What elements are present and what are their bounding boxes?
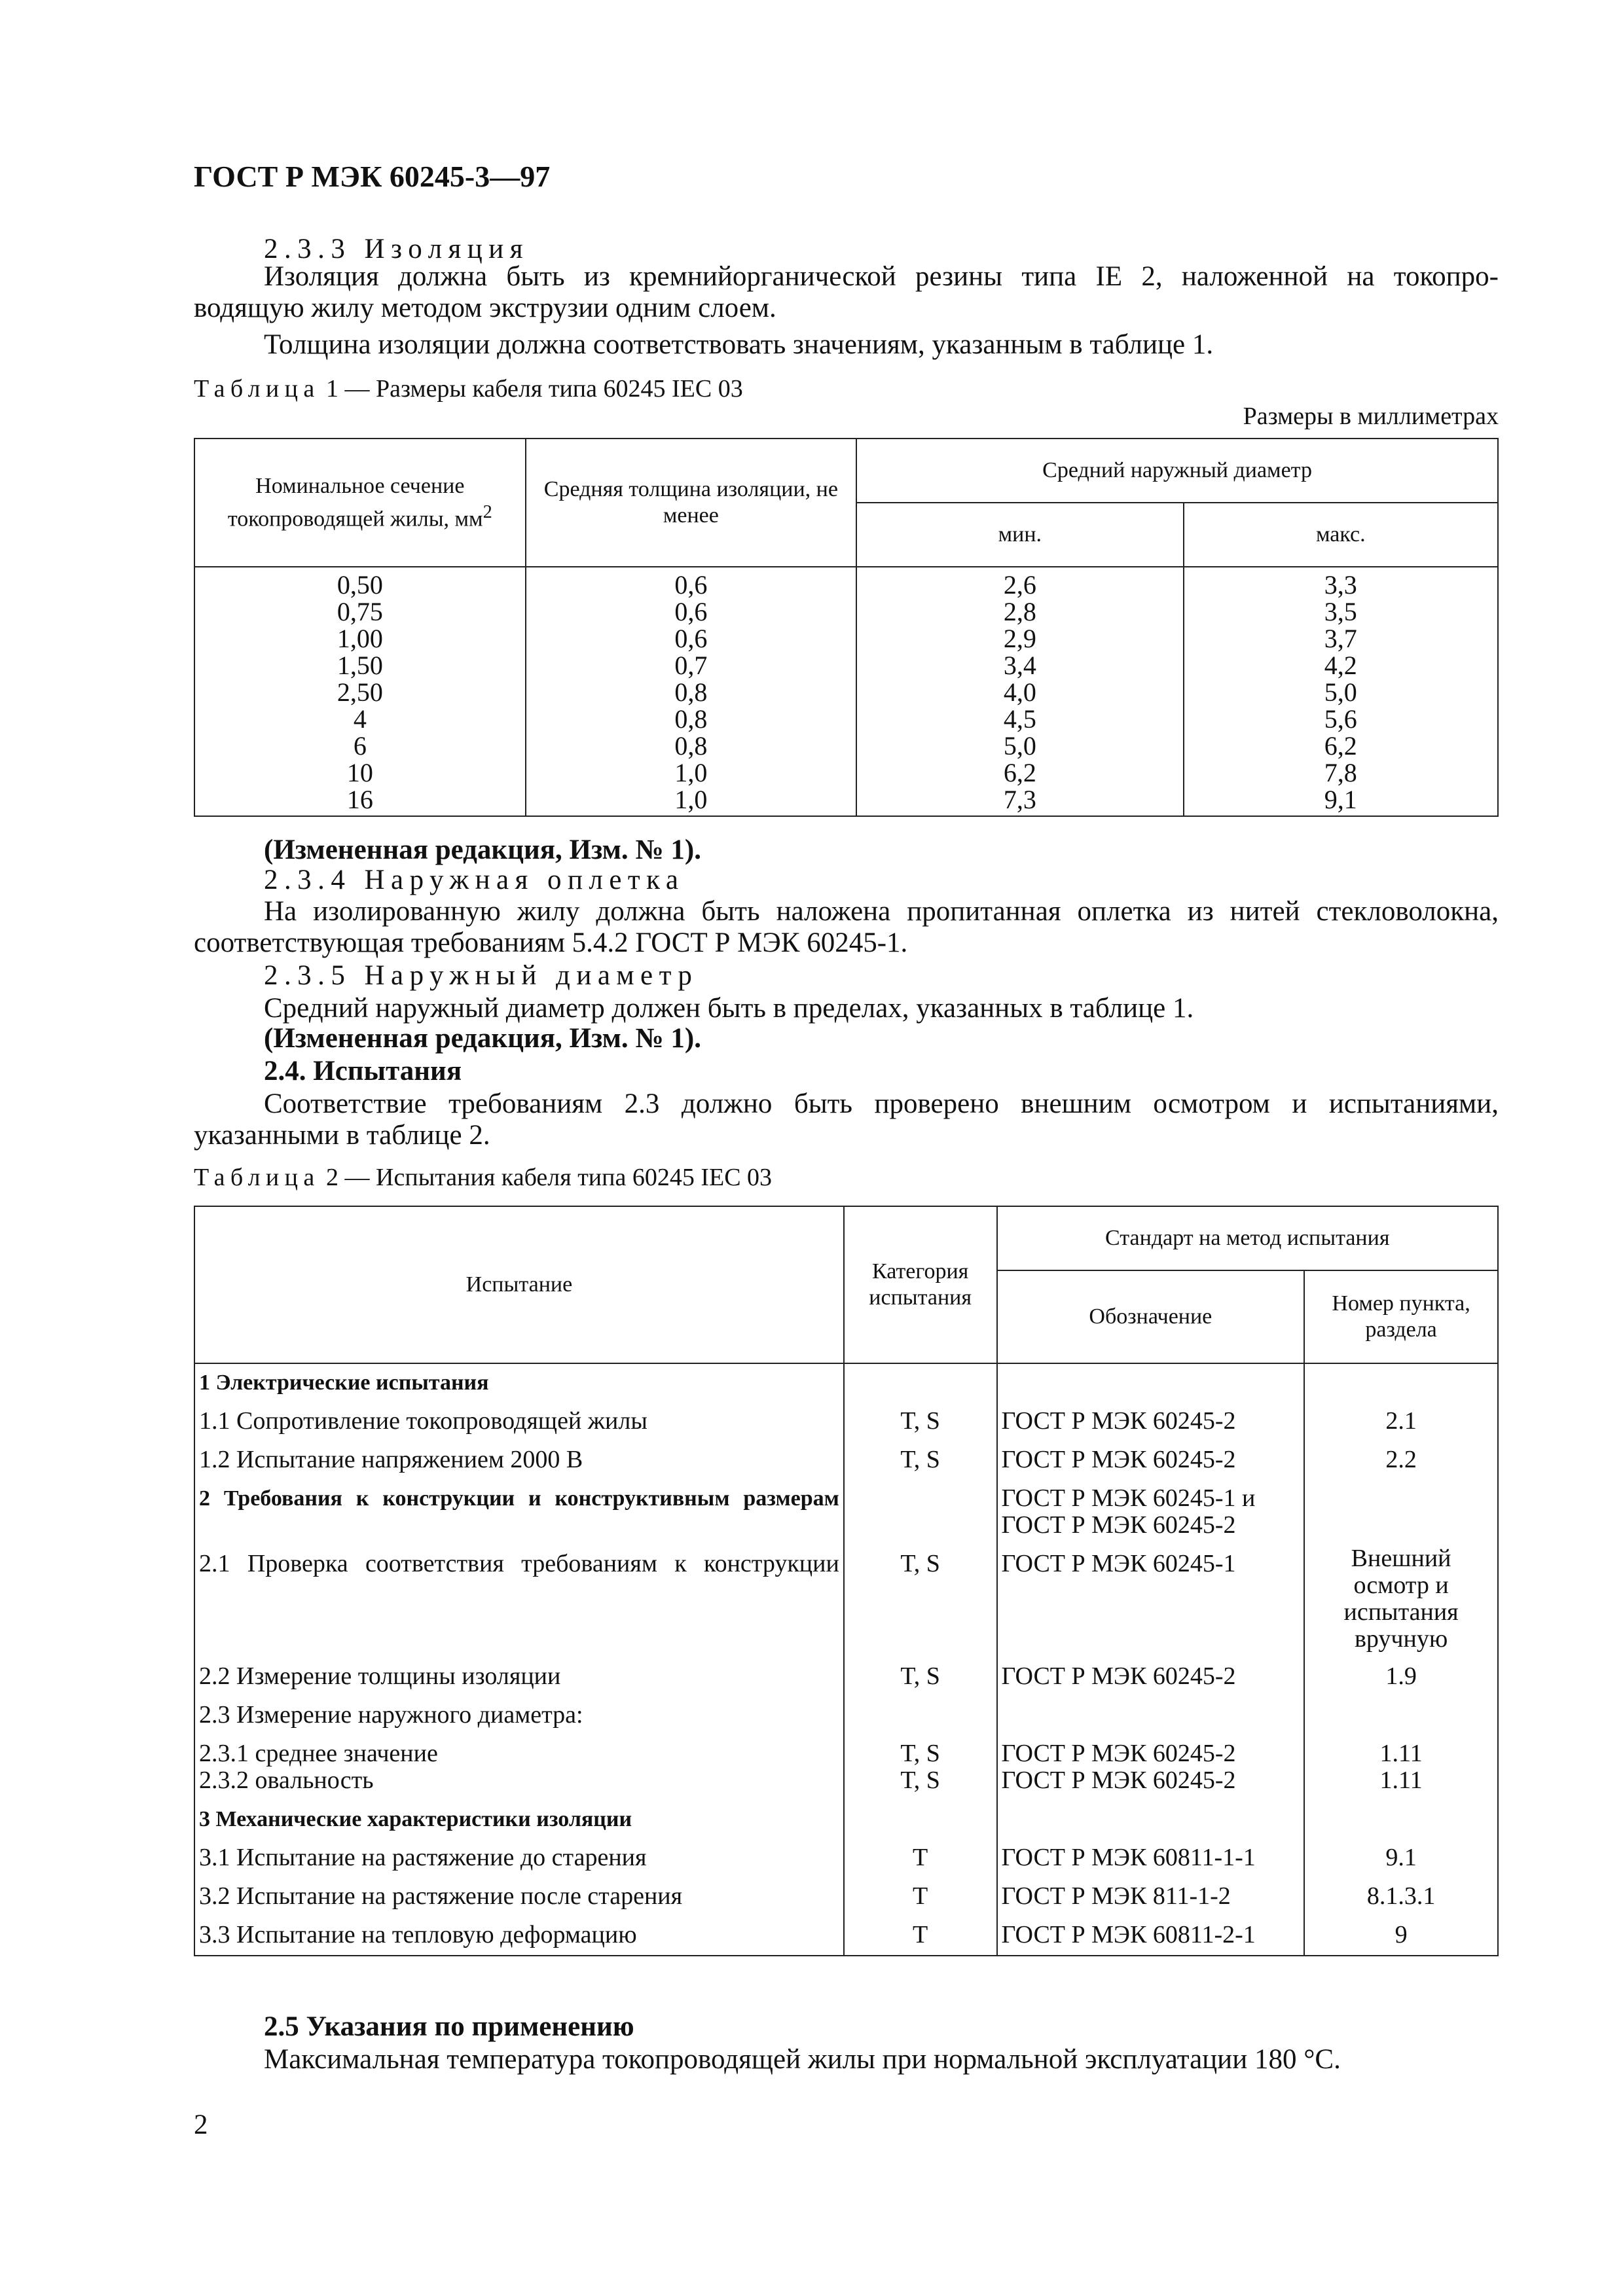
table2-cell-test: 3.1 Испытание на растяжение до старения: [194, 1839, 844, 1878]
table2-cell-test: 2.3.1 среднее значение: [194, 1735, 844, 1767]
table2-cell-category: T, S: [844, 1403, 997, 1441]
table2-cell-designation: ГОСТ Р МЭК 60811-1-1: [997, 1839, 1305, 1878]
table1-header-insulation-thickness: Средняя толщина изоляции, не менее: [526, 439, 857, 567]
table-row: [194, 1839, 1498, 1878]
table2-cell-category: [844, 1696, 997, 1735]
table-cell: 0,7: [674, 651, 708, 680]
table1-col-cross-section: [194, 567, 526, 816]
table-row: [194, 1363, 1498, 1403]
table-row: [194, 1403, 1498, 1441]
table2-cell-clause: 2.2: [1304, 1441, 1498, 1480]
table2-cell-test: 2.2 Измерение толщины изоляции: [194, 1658, 844, 1696]
section-2-3-5-title: 2.3.5 Наружный диаметр: [264, 960, 699, 991]
table-cell: 9,1: [1324, 785, 1357, 814]
table2-header-standard: Стандарт на метод испытания: [997, 1206, 1498, 1270]
table-row: [194, 1658, 1498, 1696]
section-2-3-5-line1: Средний наружный диаметр должен быть в пределах, указанных в таблице 1.: [264, 993, 1194, 1024]
table2-cell-designation: ГОСТ Р МЭК 60811-2-1: [997, 1916, 1305, 1956]
table-cell: 0,8: [674, 704, 708, 734]
table2-cell-test: 2.1 Проверка соответствия требованиям к конструкции: [194, 1545, 844, 1658]
table2-cell-category: T, S: [844, 1441, 997, 1480]
table1-col-min: [856, 567, 1183, 816]
table-row: [194, 1916, 1498, 1956]
table1-header-min: мин.: [856, 503, 1183, 567]
table-cell: 5,0: [1324, 677, 1357, 707]
table-row: [194, 1735, 1498, 1767]
table2-cell-designation: ГОСТ Р МЭК 60245-1: [997, 1545, 1305, 1658]
table2-cell-designation: ГОСТ Р МЭК 811-1-2: [997, 1878, 1305, 1916]
table2-cell-clause: [1304, 1696, 1498, 1735]
table-cell: 4,5: [1003, 704, 1036, 734]
table2-cell-test: 2 Требования к конструкции и конструктивным размерам: [194, 1480, 844, 1545]
table2-cell-designation: ГОСТ Р МЭК 60245-2: [997, 1403, 1305, 1441]
table-cell: 1,0: [674, 758, 708, 787]
section-2-3-3-title: 2.3.3 Изоляция: [264, 234, 529, 264]
table2-cell-test: 1.2 Испытание напряжением 2000 В: [194, 1441, 844, 1480]
table2-cell-category: T, S: [844, 1658, 997, 1696]
section-2-3-3-paragraph-line2: водящую жилу методом экструзии одним слоем.: [194, 293, 776, 323]
table2-cell-test: 1 Электрические испытания: [194, 1363, 844, 1403]
table1-header-cross-section-sup: 2: [483, 501, 492, 522]
table2-header-category: Категория испытания: [844, 1206, 997, 1363]
table2-cell-designation: [997, 1801, 1305, 1839]
table2-cell-category: [844, 1480, 997, 1545]
table-cell: 7,8: [1324, 758, 1357, 787]
section-2-4-line1: Соответствие требованиям 2.3 должно быть проверено внешним осмотром и испытаниями,: [264, 1088, 1499, 1119]
table-cell: 2,8: [1003, 597, 1036, 626]
table2-cell-clause: Внешний осмотр и испытания вручную: [1304, 1545, 1498, 1658]
table2-caption-prefix: Таблица: [194, 1164, 320, 1191]
table-cell: 5,6: [1324, 704, 1357, 734]
table-row: [194, 1441, 1498, 1480]
page-number: 2: [194, 2109, 208, 2140]
table2-caption-rest: 2 — Испытания кабеля типа 60245 IEC 03: [319, 1164, 773, 1191]
table2-cell-clause: 1.11: [1304, 1735, 1498, 1767]
section-2-4-line2: указанными в таблице 2.: [194, 1120, 490, 1151]
table2-cell-designation: ГОСТ Р МЭК 60245-2: [997, 1441, 1305, 1480]
table2-cell-clause: [1304, 1363, 1498, 1403]
table1-caption-rest: 1 — Размеры кабеля типа 60245 IEC 03: [319, 375, 743, 403]
table-cell: 0,6: [674, 624, 708, 653]
section-2-3-4-title: 2.3.4 Наружная оплетка: [264, 865, 685, 895]
table-cell: 0,6: [674, 597, 708, 626]
table2-cell-designation: ГОСТ Р МЭК 60245-2: [997, 1767, 1305, 1801]
table-cell: 3,3: [1324, 570, 1357, 600]
table2-cell-clause: 9.1: [1304, 1839, 1498, 1878]
table1-header-cross-section-text: Номинальное сечение токопроводящей жилы, мм: [227, 473, 483, 531]
table2-header-clause: Номер пункта, раздела: [1304, 1270, 1498, 1363]
table-row: [194, 1878, 1498, 1916]
table2-cell-test: 3 Механические характеристики изоляции: [194, 1801, 844, 1839]
table2-cell-designation: [997, 1363, 1305, 1403]
table1-header-outer-diameter: Средний наружный диаметр: [856, 439, 1498, 503]
table2-cell-category: T: [844, 1839, 997, 1878]
table2-cell-category: T, S: [844, 1545, 997, 1658]
table2-cell-clause: 1.9: [1304, 1658, 1498, 1696]
table-cell: 2,9: [1003, 624, 1036, 653]
table2-cell-category: T: [844, 1916, 997, 1956]
table-cell: 6,2: [1003, 758, 1036, 787]
table-cell: 6,2: [1324, 731, 1357, 761]
table-cell: 16: [346, 785, 373, 814]
table-cell: 3,7: [1324, 624, 1357, 653]
table1-cable-dimensions: [194, 438, 1499, 817]
table-row: [194, 1545, 1498, 1658]
table1-header-max: макс.: [1184, 503, 1498, 567]
table2-cell-category: [844, 1363, 997, 1403]
table-cell: 0,50: [337, 570, 383, 600]
table-cell: 10: [346, 758, 373, 787]
table-row: [194, 1801, 1498, 1839]
table1-header-cross-section: [194, 439, 526, 567]
table2-header-test: Испытание: [194, 1206, 844, 1363]
table-row: [194, 1767, 1498, 1801]
table2-cell-category: T, S: [844, 1767, 997, 1801]
table1-col-insulation: [526, 567, 857, 816]
table-cell: 4: [353, 704, 367, 734]
table-cell: 0,75: [337, 597, 383, 626]
table2-cell-designation: [997, 1696, 1305, 1735]
table-cell: 0,6: [674, 570, 708, 600]
table-cell: 2,6: [1003, 570, 1036, 600]
table2-cell-clause: 1.11: [1304, 1767, 1498, 1801]
table2-cell-clause: 2.1: [1304, 1403, 1498, 1441]
table2-header-designation: Обозначение: [997, 1270, 1305, 1363]
table2-cell-designation: ГОСТ Р МЭК 60245-2: [997, 1735, 1305, 1767]
table-cell: 1,0: [674, 785, 708, 814]
table2-cell-clause: [1304, 1480, 1498, 1545]
table-cell: 3,5: [1324, 597, 1357, 626]
section-2-3-3-paragraph2: Толщина изоляции должна соответствовать значениям, указанным в таблице 1.: [264, 329, 1214, 360]
table1-units-note: Размеры в миллиметрах: [1243, 403, 1499, 430]
section-2-5-line1: Максимальная температура токопроводящей жилы при нормальной эксплуатации 180 °С.: [264, 2044, 1341, 2075]
table2-cell-test: 1.1 Сопротивление токопроводящей жилы: [194, 1403, 844, 1441]
table1-col-max: [1184, 567, 1498, 816]
table-cell: 3,4: [1003, 651, 1036, 680]
section-2-4-title: 2.4. Испытания: [264, 1056, 462, 1086]
table-cell: 5,0: [1003, 731, 1036, 761]
table2-cable-tests: [194, 1206, 1499, 1956]
table-cell: 1,50: [337, 651, 383, 680]
table2-cell-category: T: [844, 1878, 997, 1916]
section-2-3-4-line2: соответствующая требованиям 5.4.2 ГОСТ Р МЭК 60245-1.: [194, 927, 908, 958]
table-cell: 2,50: [337, 677, 383, 707]
table2-cell-test: 3.3 Испытание на тепловую деформацию: [194, 1916, 844, 1956]
table-cell: 0,8: [674, 677, 708, 707]
table2-cell-test: 2.3.2 овальность: [194, 1767, 844, 1801]
table2-cell-clause: [1304, 1801, 1498, 1839]
table-cell: 0,8: [674, 731, 708, 761]
table2-cell-designation: ГОСТ Р МЭК 60245-2: [997, 1658, 1305, 1696]
section-2-3-3-paragraph-line1: Изоляция должна быть из кремнийорганической резины типа IE 2, наложенной на токопро-: [264, 261, 1499, 292]
table-cell: 4,0: [1003, 677, 1036, 707]
table2-cell-category: T, S: [844, 1735, 997, 1767]
table2-cell-clause: 8.1.3.1: [1304, 1878, 1498, 1916]
table2-cell-designation: ГОСТ Р МЭК 60245-1 и ГОСТ Р МЭК 60245-2: [997, 1480, 1305, 1545]
table-cell: 7,3: [1003, 785, 1036, 814]
section-2-3-4-line1: На изолированную жилу должна быть наложена пропитанная оплетка из нитей стекловолокна,: [264, 896, 1499, 927]
table-row: [194, 1696, 1498, 1735]
table2-cell-test: 2.3 Измерение наружного диаметра:: [194, 1696, 844, 1735]
table-cell: 1,00: [337, 624, 383, 653]
amendment-note-1: (Измененная редакция, Изм. № 1).: [264, 834, 701, 865]
table1-caption: [194, 374, 743, 403]
table2-cell-test: 3.2 Испытание на растяжение после старения: [194, 1878, 844, 1916]
table-cell: 4,2: [1324, 651, 1357, 680]
amendment-note-2: (Измененная редакция, Изм. № 1).: [264, 1023, 701, 1054]
document-header-code: ГОСТ Р МЭК 60245-3—97: [194, 160, 551, 193]
table2-caption: [194, 1163, 772, 1192]
table-cell: 6: [353, 731, 367, 761]
table2-cell-category: [844, 1801, 997, 1839]
table-row: [194, 1480, 1498, 1545]
table1-caption-prefix: Таблица: [194, 375, 320, 403]
table2-cell-clause: 9: [1304, 1916, 1498, 1956]
section-2-5-title: 2.5 Указания по применению: [264, 2011, 634, 2042]
